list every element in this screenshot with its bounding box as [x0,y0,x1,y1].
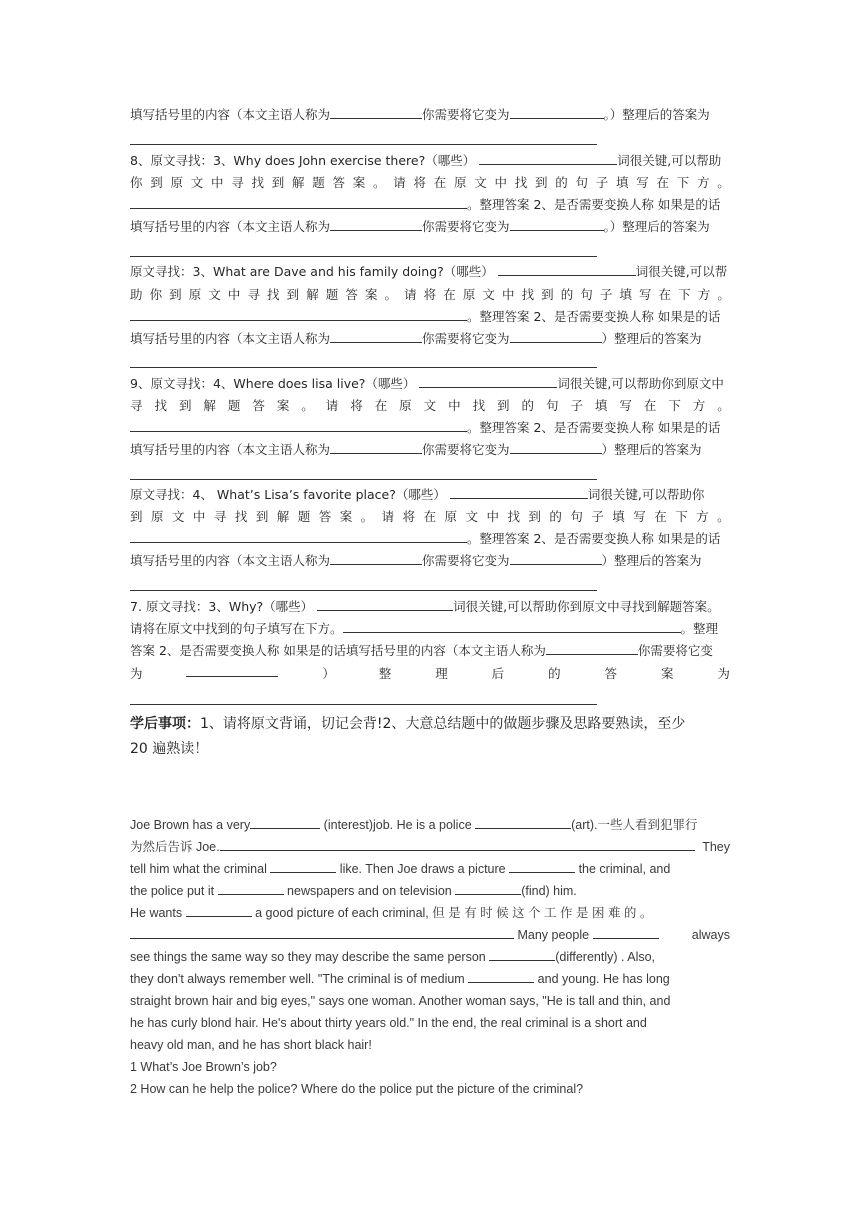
spaced-char: 句 [545,398,559,413]
spaced-char: 中 [501,287,515,302]
answer-blank[interactable] [510,440,602,454]
spaced-char: 答 [345,287,358,302]
word-blank[interactable] [593,925,659,939]
after-study-line1: 学后事项：1、请将原文背诵，切记会背!2、大意总结题中的做题步骤及思路要熟读，至少 [130,716,686,732]
spaced-char: 找 [234,509,248,524]
word-blank[interactable] [455,881,521,895]
spaced-char: 子 [595,175,609,190]
answer-blank[interactable] [186,663,278,677]
answer-blank[interactable] [546,641,638,655]
spaced-char: 方 [696,509,709,524]
passage-line8: they don't always remember well. "The criminal is of medium and young. He has long [130,968,730,990]
sentence-blank[interactable] [220,837,695,851]
spaced-char: 文 [474,175,487,190]
spaced-char: 找 [507,509,520,524]
spaced-char: 在 [656,175,670,190]
spaced-char: 原 [150,509,164,524]
spaced-char: 子 [591,509,604,524]
spaced-char: 中 [494,175,508,190]
answer-blank[interactable] [510,217,604,231]
spaced-char: 到 [130,509,143,524]
spaced-char: 将 [350,398,363,413]
spaced-char: 请 [381,509,395,524]
spaced-char: 寻 [130,398,143,413]
spaced-char: 案 [660,666,674,681]
spaced-char: 在 [374,398,388,413]
spaced-char: 答 [604,666,618,681]
spaced-char: 填 [616,175,629,190]
spaced-char: 到 [169,287,182,302]
spaced-char: 请 [404,287,417,302]
spaced-char: 在 [423,509,437,524]
answer-blank[interactable] [330,217,422,231]
spaced-char: 句 [580,287,593,302]
sentence-blank[interactable] [343,619,681,633]
spaced-char: ） [322,666,335,681]
spaced-char: 。 [384,287,398,302]
q9-line3: 。整理答案 2、是否需要变换人称 如果是的话 [130,417,730,439]
spaced-char: 原 [462,287,476,302]
spaced-char: 答 [252,398,265,413]
spaced-char: 解 [276,509,290,524]
answer-rule[interactable] [130,144,597,145]
spaced-char: 案 [364,287,378,302]
sentence-blank[interactable] [130,195,467,209]
spaced-char: 理 [435,666,448,681]
spaced-char: 。 [717,175,730,190]
answer-rule[interactable] [130,704,597,705]
answer-rule[interactable] [130,590,597,591]
q-lisa-fill-line: 填写括号里的内容（本文主语人称为 你需要将它变为 ）整理后的答案为 [130,553,702,568]
answer-blank[interactable] [510,105,604,119]
spaced-char: 。 [373,175,386,190]
spaced-char: 句 [575,175,589,190]
passage-line1: Joe Brown has a very (interest)job. He is a police (art).一些人看到犯罪行 [130,814,730,836]
spaced-char: 请 [393,175,406,190]
spaced-char: 。 [717,398,730,413]
spaced-char: 中 [227,287,241,302]
spaced-char: 文 [208,287,221,302]
spaced-char: 找 [267,287,280,302]
spaced-char: 解 [203,398,216,413]
spaced-char: 写 [633,509,646,524]
answer-rule[interactable] [130,479,597,480]
spaced-char: 将 [423,287,437,302]
spaced-char: 的 [548,666,561,681]
spaced-char: 到 [541,287,554,302]
spaced-char: 题 [312,175,325,190]
spaced-char: 写 [636,175,649,190]
spaced-char: 答 [318,509,332,524]
question-2: 2 How can he help the police? Where do the police put the picture of the criminal? [130,1082,584,1096]
keyword-blank[interactable] [419,374,557,388]
spaced-char: 助 [130,287,143,302]
spaced-char: 的 [521,398,535,413]
spaced-char: 填 [619,287,632,302]
spaced-char: 在 [433,175,447,190]
passage-line7: see things the same way so they may describe the same person (differently) . Also, [130,946,730,968]
spaced-char: 找 [472,398,486,413]
sentence-blank[interactable] [130,307,467,321]
q8-fill-line: 填写括号里的内容（本文主语人称为 你需要将它变为 。）整理后的答案为 [130,219,710,234]
sentence-blank[interactable] [130,529,467,543]
answer-blank[interactable] [330,440,422,454]
spaced-char: 中 [192,509,206,524]
spaced-char: 原 [188,287,202,302]
spaced-char: 。 [301,398,314,413]
spaced-char: 你 [149,287,163,302]
spaced-char: 找 [521,287,535,302]
spaced-char: 子 [599,287,613,302]
question-1: 1 What’s Joe Brown’s job? [130,1060,277,1074]
answer-blank[interactable] [510,551,602,565]
q8-line2 [130,172,730,194]
spaced-char: 到 [271,175,285,190]
spaced-char: 下 [668,398,681,413]
spaced-char: 到 [178,398,192,413]
q-dave-fill-line: 填写括号里的内容（本文主语人称为 你需要将它变为 ）整理后的答案为 [130,331,702,346]
spaced-char: 。 [717,509,730,524]
spaced-char: 文 [171,509,185,524]
keyword-blank[interactable] [317,597,453,611]
spaced-char: 下 [675,509,688,524]
spaced-char: 中 [211,175,224,190]
passage-line6: Many people always [130,924,730,946]
spaced-char: 将 [402,509,416,524]
answer-blank[interactable] [330,551,422,565]
passage-line2: 为然后告诉 Joe. They [130,836,730,858]
sentence-blank[interactable] [130,925,514,939]
spaced-char: 在 [443,287,456,302]
spaced-char: 寻 [247,287,260,302]
spaced-char: 解 [306,287,319,302]
spaced-char: 找 [251,175,265,190]
answer-blank[interactable] [330,329,422,343]
sentence-blank[interactable] [130,418,467,432]
word-blank[interactable] [218,881,284,895]
spaced-char: 子 [570,398,583,413]
spaced-char: 题 [227,398,241,413]
spaced-char: 到 [286,287,300,302]
spaced-char: 找 [514,175,528,190]
q-dave-line2 [130,284,730,306]
spaced-char: 为 [717,666,730,681]
keyword-blank[interactable] [450,485,588,499]
spaced-char: 句 [570,509,583,524]
spaced-char: 下 [678,287,691,302]
word-blank[interactable] [475,815,571,829]
spaced-char: 填 [612,509,625,524]
q-dave-line1: 原文寻找：3、What are Dave and his family doing?（哪些） 词很关键,可以帮 [130,264,728,279]
spaced-char: 的 [549,509,562,524]
spaced-char: 寻 [213,509,227,524]
spaced-char: 答 [332,175,346,190]
passage-line3: tell him what the criminal like. Then Joe draws a picture the criminal, and [130,858,730,880]
spaced-char: 题 [325,287,339,302]
spaced-char: 。 [717,287,730,302]
q-lisa-line2 [130,506,730,528]
spaced-char: 填 [594,398,608,413]
spaced-char: 中 [448,398,461,413]
q9-fill-line: 填写括号里的内容（本文主语人称为 你需要将它变为 ）整理后的答案为 [130,442,702,457]
after-study-line2: 20 遍熟读！ [130,741,209,757]
spaced-char: 。 [360,509,374,524]
spaced-char: 原 [170,175,184,190]
q9-line1: 9、原文寻找：4、Where does lisa live?（哪些） 词很关键,可以帮助你到原文中 [130,376,724,391]
q8-line1: 8、原文寻找：3、Why does John exercise there?（哪些） 词很关键,可以帮助 [130,153,722,168]
q-lisa-line3: 。整理答案 2、是否需要变换人称 如果是的话 [130,528,730,550]
spaced-char: 原 [454,175,467,190]
spaced-char: 将 [413,175,427,190]
spaced-char: 方 [697,175,710,190]
spaced-char: 找 [154,398,167,413]
spaced-char: 在 [658,287,672,302]
spaced-char: 到 [150,175,163,190]
q-lisa-line1: 原文寻找：4、 What’s Lisa’s favorite place?（哪些） 词很关键,可以帮助你 [130,487,705,502]
spaced-char: 写 [639,287,652,302]
word-blank[interactable] [270,859,336,873]
spaced-char: 文 [190,175,204,190]
passage-line5: He wants a good picture of each criminal, 但 是 有 时 候 这 个 工 作 是 困 难 的 。 [130,902,730,924]
passage-line10: he has curly blond hair. He's about thirty years old." In the end, the real criminal is a short and [130,1016,647,1030]
spaced-char: 整 [378,666,392,681]
passage-line4: the police put it newspapers and on television (find) him. [130,880,730,902]
keyword-blank[interactable] [479,151,617,165]
spaced-char: 方 [697,287,711,302]
spaced-char: 你 [130,175,143,190]
word-blank[interactable] [509,859,575,873]
q7-line1: 7. 原文寻找：3、Why?（哪些） 词很关键,可以帮助你到原文中寻找到解题答案。 [130,599,720,614]
q8-line3: 。整理答案 2、是否需要变换人称 如果是的话 [130,194,730,216]
q7-line2: 请将在原文中找到的句子填写在下方。 。整理 [130,621,719,636]
spaced-char: 的 [555,175,568,190]
word-blank[interactable] [186,903,252,917]
passage-line9: straight brown hair and big eyes," says one woman. Another woman says, "He is tall and thin, and [130,994,671,1008]
spaced-char: 原 [399,398,412,413]
spaced-char: 后 [491,666,505,681]
passage-line11: heavy old man, and he has short black hair! [130,1038,372,1052]
spaced-char: 到 [497,398,510,413]
word-blank[interactable] [250,815,320,829]
q9-line2 [130,395,730,417]
spaced-char: 寻 [231,175,244,190]
spaced-char: 解 [292,175,305,190]
spaced-char: 原 [444,509,458,524]
q7-line4 [130,663,730,685]
spaced-char: 到 [255,509,269,524]
keyword-blank[interactable] [498,262,636,276]
spaced-char: 在 [643,398,657,413]
answer-blank[interactable] [510,329,602,343]
answer-rule[interactable] [130,256,597,257]
answer-rule[interactable] [130,367,597,368]
q-dave-line3: 。整理答案 2、是否需要变换人称 如果是的话 [130,306,730,328]
word-blank[interactable] [468,969,534,983]
spaced-char: 为 [130,666,143,681]
spaced-char: 案 [276,398,290,413]
spaced-char: 到 [528,509,541,524]
q-top-fill-line: 填写括号里的内容（本文主语人称为 你需要将它变为 。）整理后的答案为 [130,107,710,122]
spaced-char: 案 [339,509,353,524]
spaced-char: 题 [297,509,311,524]
spaced-char: 请 [325,398,339,413]
spaced-char: 方 [692,398,706,413]
spaced-char: 的 [560,287,574,302]
word-blank[interactable] [489,947,555,961]
spaced-char: 在 [654,509,667,524]
spaced-char: 到 [535,175,548,190]
spaced-char: 案 [352,175,366,190]
q7-line3: 答案 2、是否需要变换人称 如果是的话填写括号里的内容（本文主语人称为 你需要将它变 [130,643,713,658]
spaced-char: 文 [465,509,479,524]
answer-blank[interactable] [330,105,422,119]
spaced-char: 文 [482,287,495,302]
spaced-char: 写 [619,398,632,413]
spaced-char: 下 [676,175,690,190]
spaced-char: 中 [486,509,499,524]
spaced-char: 文 [423,398,437,413]
